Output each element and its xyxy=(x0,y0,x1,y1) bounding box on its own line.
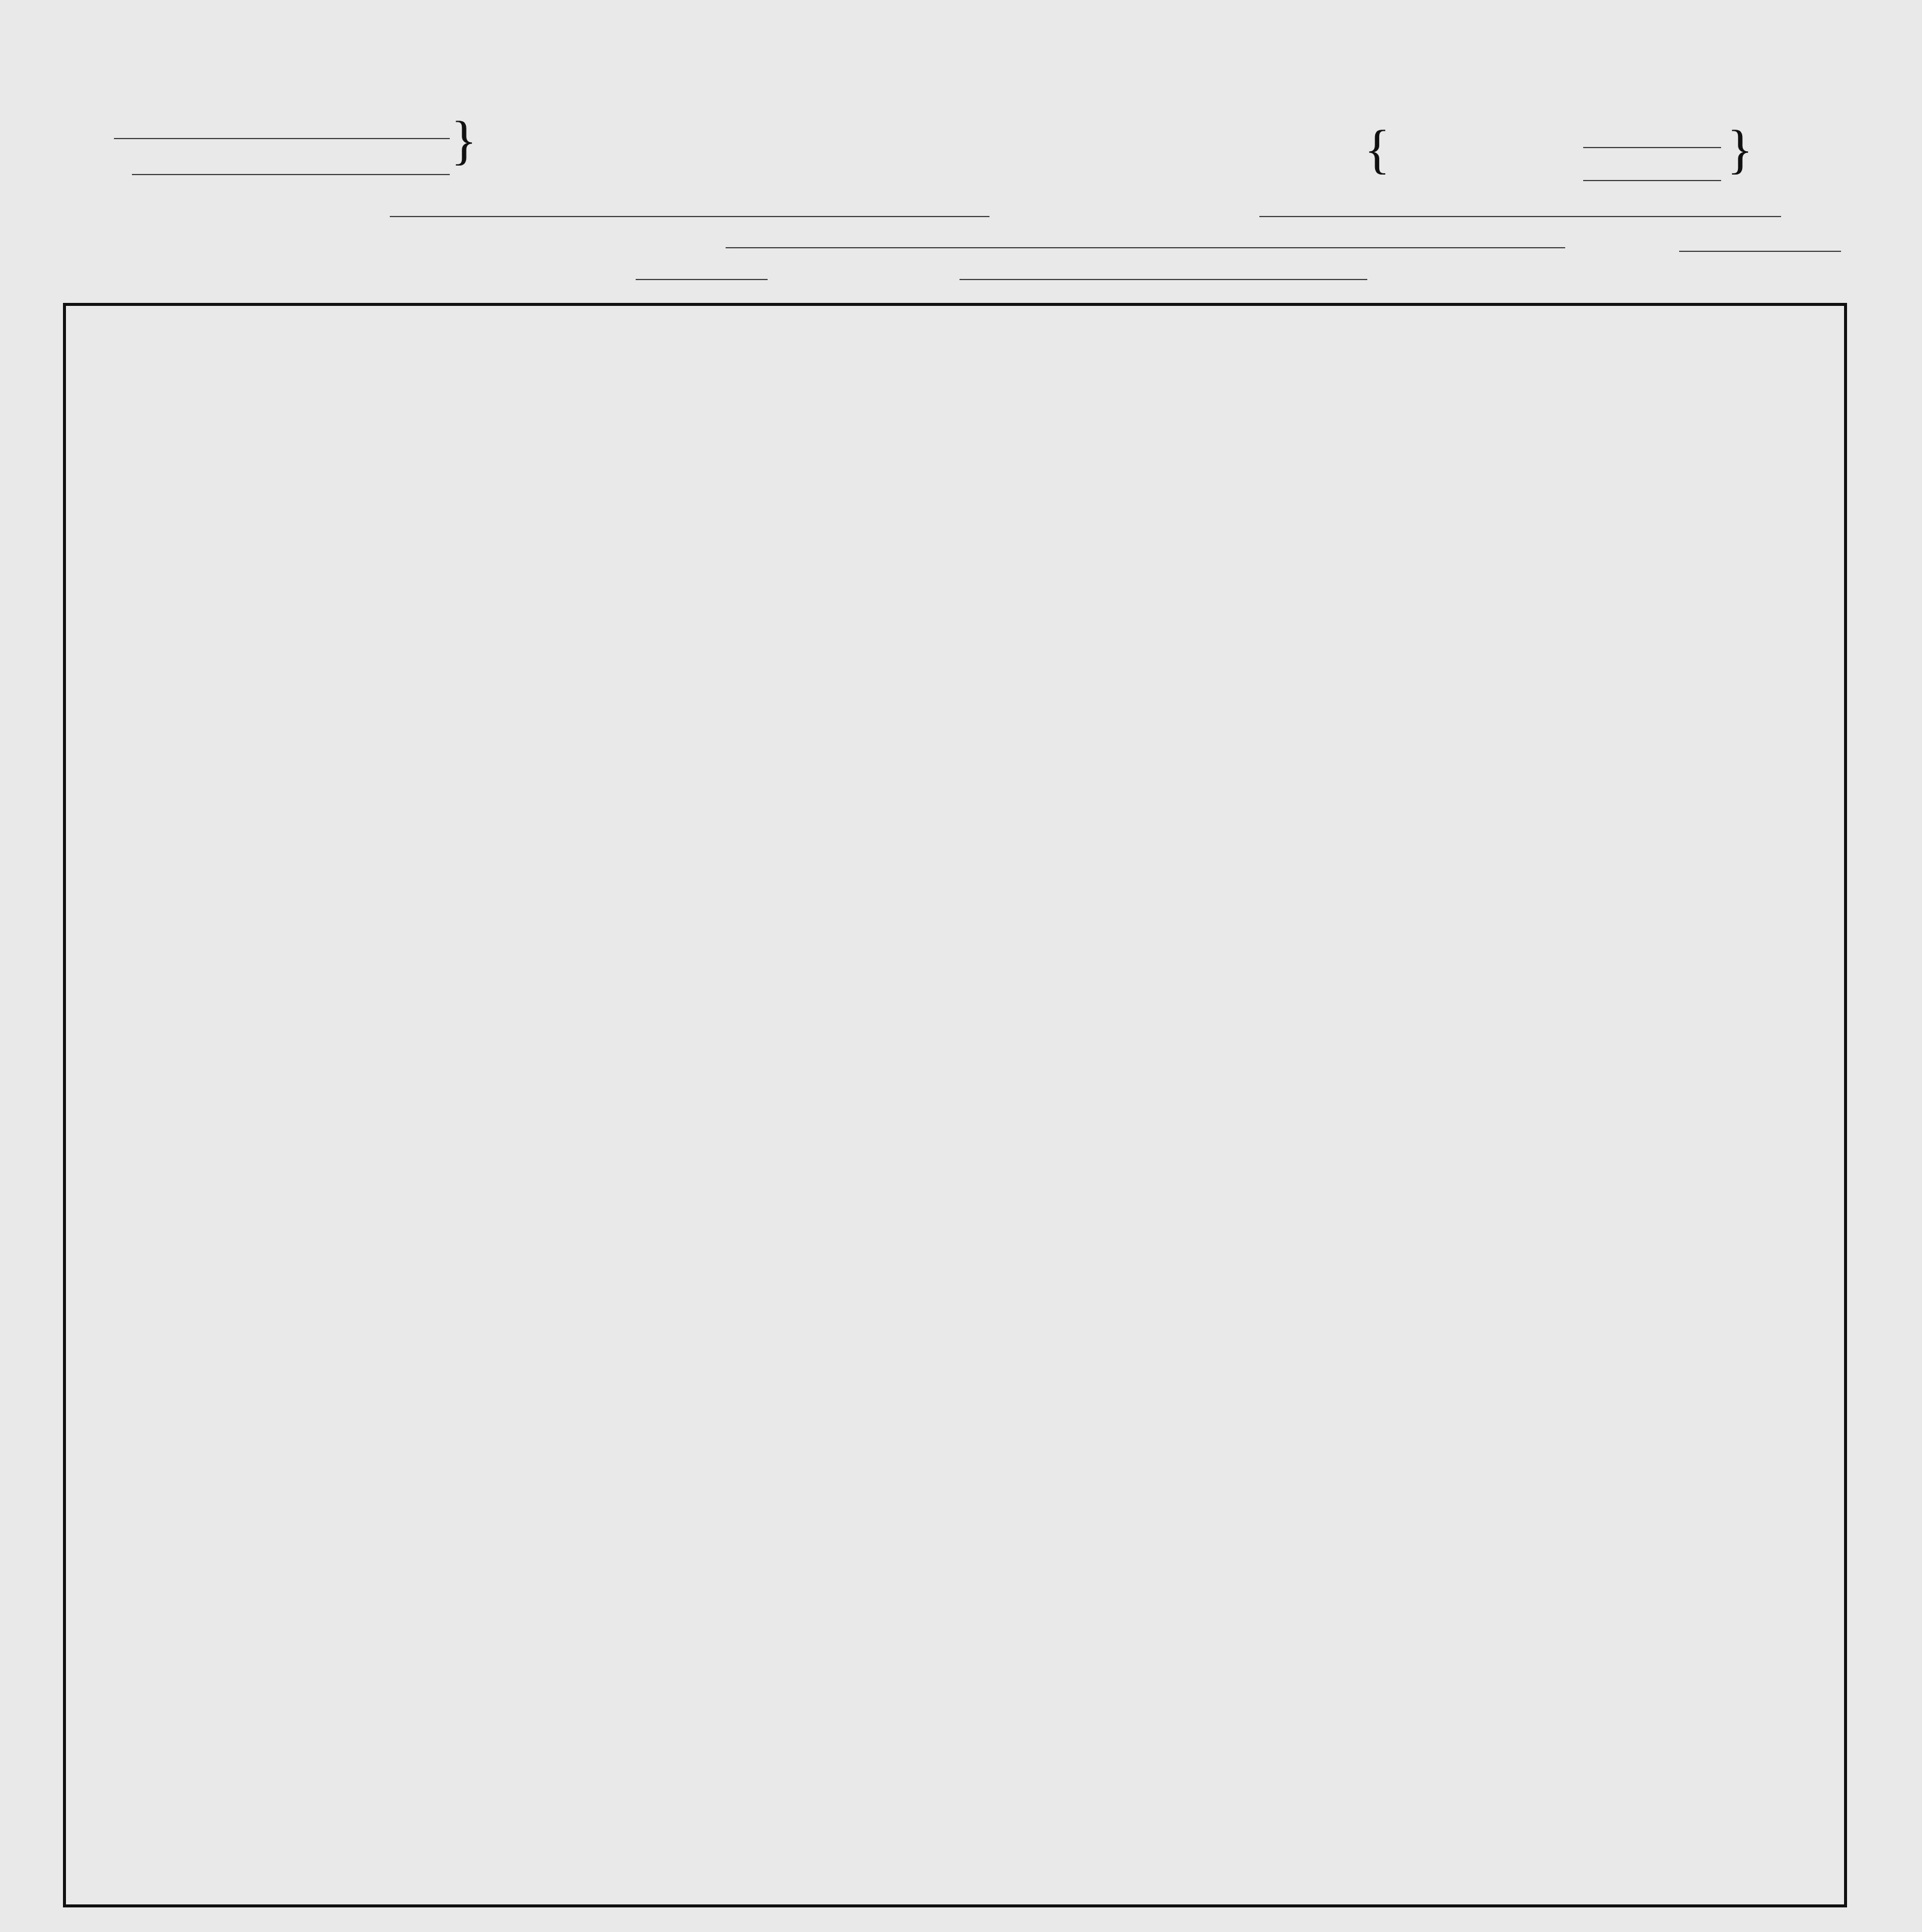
brace-left-icon: { xyxy=(1364,120,1391,179)
population-table xyxy=(63,303,1847,1907)
brace-icon: } xyxy=(451,111,477,170)
brace-right-icon: } xyxy=(1727,120,1753,179)
